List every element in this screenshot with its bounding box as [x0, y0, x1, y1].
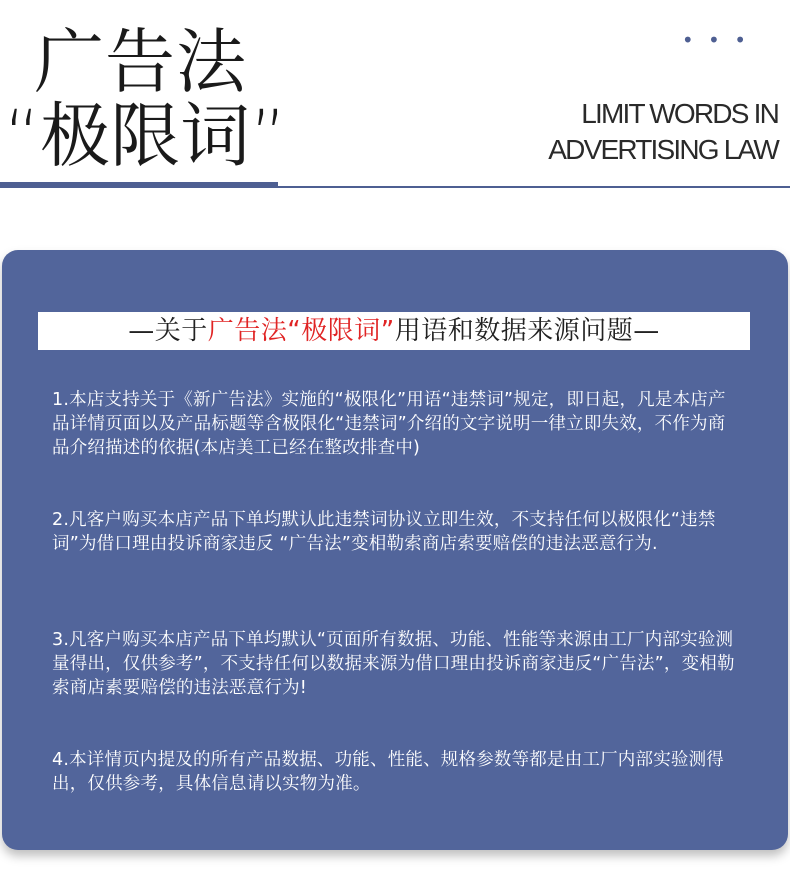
notice-panel: [2, 250, 788, 850]
header-rule-thin: [278, 186, 790, 188]
banner-prefix: —关于: [128, 316, 208, 346]
banner-suffix: 用语和数据来源问题—: [394, 316, 660, 346]
notice-paragraph-1: 1.本店支持关于《新广告法》实施的“极限化”用语“违禁词”规定，即日起，凡是本店产品详情页面以及产品标题等含极限化“违禁词”介绍的文字说明一律立即失效，不作为商品介绍描述的依据(本店美工已经在整改排查中): [52, 390, 726, 458]
notice-paragraph-3: 3.凡客户购买本店产品下单均默认“页面所有数据、功能、性能等来源由工厂内部实验测量得出，仅供参考”，不支持任何以数据来源为借口理由投诉商家违反“广告法”，变相勒索商店素要赔偿的违法恶意行为!: [52, 630, 735, 698]
header-rule-thick: [0, 182, 278, 188]
more-dots-icon: • • •: [681, 28, 750, 52]
banner-highlight: 广告法“极限词”: [207, 316, 395, 346]
notice-banner: [38, 312, 750, 350]
english-title: [548, 96, 778, 168]
english-title-line-2: ADVERTISING LAW: [548, 134, 778, 165]
notice-paragraph-2: 2.凡客户购买本店产品下单均默认此违禁词协议立即生效，不支持任何以极限化“违禁词”为借口理由投诉商家违反 “广告法”变相勒索商店索要赔偿的违法恶意行为.: [52, 510, 716, 554]
english-title-line-1: LIMIT WORDS IN: [581, 98, 778, 129]
title-line-2: “极限词”: [4, 95, 287, 177]
notice-paragraph-4: 4.本详情页内提及的所有产品数据、功能、性能、规格参数等都是由工厂内部实验测得出，仅供参考，具体信息请以实物为准。: [52, 750, 724, 794]
title-line-1: 广告法: [34, 21, 247, 103]
